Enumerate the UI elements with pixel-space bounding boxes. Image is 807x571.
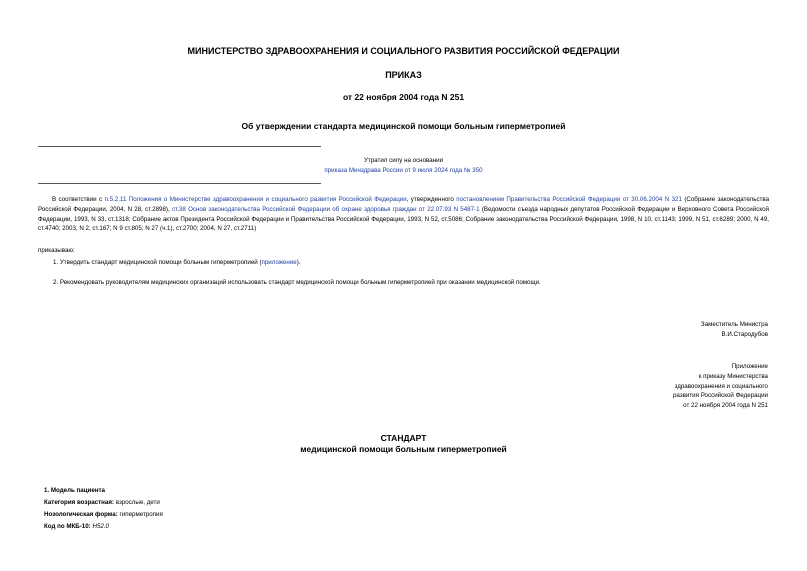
standard-title: СТАНДАРТ	[380, 433, 427, 443]
appendix-line: к приказу Министерства	[698, 372, 768, 380]
field-label: Код по МКБ-10:	[44, 523, 91, 530]
divider-top	[38, 146, 321, 147]
appendix-line: развития Российской Федерации	[672, 392, 768, 400]
icd-code-row	[44, 522, 764, 532]
appendix-link[interactable]: приложение	[261, 259, 297, 266]
order-word: приказываю:	[38, 247, 75, 254]
lost-force-text: Утратил силу на основании	[363, 157, 444, 164]
nosology-row	[44, 510, 764, 520]
lost-force-link[interactable]: приказа Минздрава России от 9 июля 2024 года № 350	[324, 166, 483, 174]
preamble-text: В соответствии с	[52, 196, 105, 203]
field-value: H52.0	[92, 523, 109, 530]
preamble-paragraph	[38, 195, 769, 234]
field-value: взрослые, дети	[115, 499, 160, 506]
regulation-link[interactable]: п.5.2.11 Положения о Министерстве здравоохранения и социального развития Российской Федерации	[104, 196, 407, 203]
field-value: гиперметропия	[119, 511, 163, 518]
appendix-line: здравоохранения и социального	[674, 382, 768, 390]
section-heading: 1. Модель пациента	[44, 487, 105, 494]
appendix-line: Приложение	[731, 363, 768, 370]
preamble-text: (Собрание законодательства Российской Федерации, 2004, N 28, ст.2898),	[38, 196, 770, 213]
signatory-position: Заместитель Министра	[700, 321, 768, 328]
preamble-text: , утвержденного	[406, 196, 457, 203]
appendix-block	[673, 362, 768, 411]
order-item-1	[53, 258, 769, 268]
order-item-text: ).	[296, 259, 301, 266]
standard-subtitle: медицинской помощи больным гиперметропией	[300, 444, 507, 454]
age-category-row	[44, 498, 764, 508]
patient-model-heading	[44, 486, 764, 496]
signature-block	[701, 320, 768, 340]
signatory-name: В.И.Стародубов	[721, 330, 768, 338]
health-law-link[interactable]: ст.38 Основ законодательства Российской Федерации об охране здоровья граждан от 22.07.93 N 5487-1	[171, 205, 480, 213]
document-date-number: от 22 ноября 2004 года N 251	[342, 92, 465, 102]
document-type: ПРИКАЗ	[385, 70, 422, 80]
field-label: Категория возрастная:	[44, 499, 114, 506]
appendix-line: от 22 ноября 2004 года N 251	[683, 402, 768, 410]
lost-force-note	[300, 156, 507, 176]
order-item-text: 1. Утвердить стандарт медицинской помощи больным гиперметропией (	[53, 259, 262, 266]
field-label: Нозологическая форма:	[44, 511, 118, 518]
ministry-title: МИНИСТЕРСТВО ЗДРАВООХРАНЕНИЯ И СОЦИАЛЬНОГО РАЗВИТИЯ РОССИЙСКОЙ ФЕДЕРАЦИИ	[187, 46, 620, 56]
preamble-text: (Ведомости съезда народных депутатов Российской Федерации и Верховного Совета Российской Федерации, 1993, N 33, ст.1318; Собрание актов Президента Российской Федерации и Правительства Российской Федерации, 1993, N 52, ст.5086; Собрание законодательства Российской Федерации, 1998, N 10, ст.1143; 1999, N 51, ст.6289; 2000, N 49, ст.4740; 2003, N 2, ст.167; N 9 ст.805; N 27 (ч.1), ст.2700; 2004, N 27, ст.2711)	[38, 205, 769, 233]
government-decree-link[interactable]: постановлением Правительства Российской Федерации от 30.06.2004 N 321	[456, 196, 682, 203]
document-subject: Об утверждении стандарта медицинской помощи больным гиперметропией	[241, 121, 566, 131]
order-item-2: 2. Рекомендовать руководителям медицинских организаций использовать стандарт медицинской помощи больным гиперметропией при оказании медицинской помощи.	[53, 279, 541, 286]
divider-bottom	[38, 183, 321, 184]
